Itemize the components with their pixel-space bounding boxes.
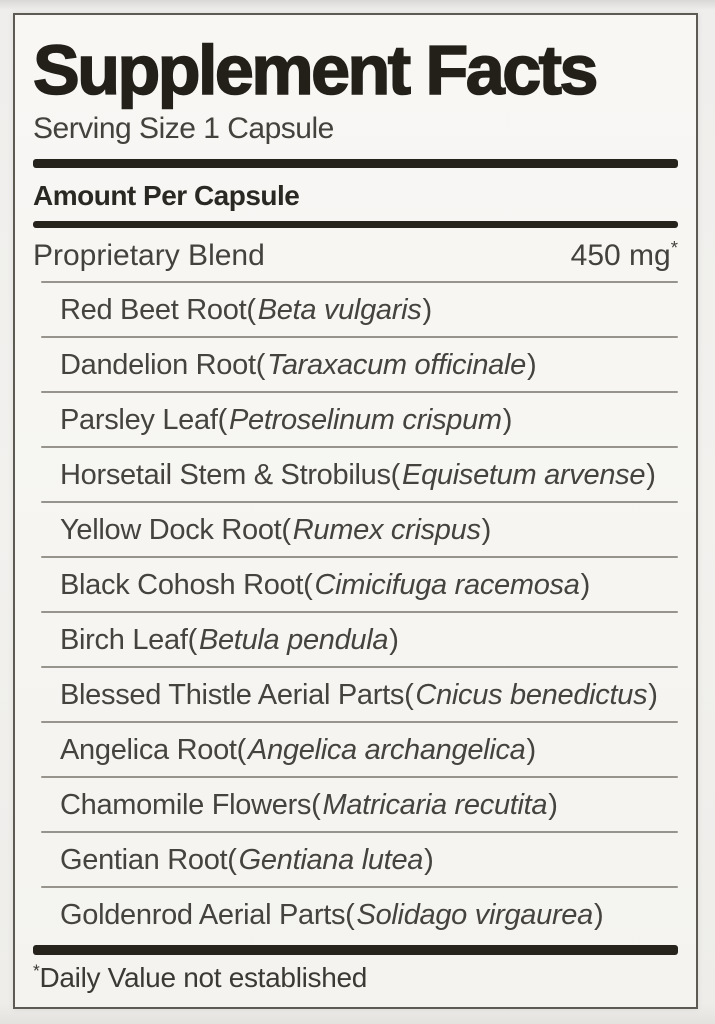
ingredient-list (33, 283, 678, 943)
footnote-text: Daily Value not established (39, 962, 368, 993)
ingredient-latin-name: Beta vulgaris (257, 294, 422, 326)
ingredient-row (33, 668, 678, 723)
ingredient-name: Gentian Root (60, 844, 228, 876)
ingredient-latin-name: Matricaria recutita (322, 789, 548, 821)
ingredient-name: Parsley Leaf (60, 404, 218, 436)
ingredient-latin-name: Angelica archangelica (248, 734, 526, 766)
close-paren: ) (580, 569, 590, 601)
ingredient-row (33, 338, 678, 393)
ingredient-latin-name: Solidago virgaurea (356, 899, 593, 931)
ingredient-latin-name: Cnicus benedictus (415, 679, 648, 711)
thick-divider-bar-middle (33, 221, 678, 228)
thick-divider-bar-bottom (33, 945, 678, 955)
ingredient-name: Birch Leaf (60, 624, 188, 656)
close-paren: ) (548, 789, 558, 821)
ingredient-name: Chamomile Flowers (60, 789, 312, 821)
ingredient-name: Black Cohosh Root (60, 569, 304, 601)
open-paren: ( (303, 569, 313, 601)
close-paren: ) (526, 734, 536, 766)
close-paren: ) (593, 899, 604, 931)
open-paren: ( (187, 624, 197, 656)
close-paren: ) (481, 514, 492, 546)
open-paren: ( (390, 459, 401, 491)
ingredient-row (33, 613, 678, 668)
close-paren: ) (389, 624, 399, 656)
ingredient-row (33, 448, 678, 503)
open-paren: ( (311, 789, 321, 821)
blend-daily-value-asterisk: * (670, 236, 678, 258)
ingredient-row (33, 833, 678, 888)
ingredient-row (33, 778, 678, 833)
ingredient-name: Dandelion Root (60, 349, 256, 381)
ingredient-latin-name: Betula pendula (198, 624, 389, 656)
open-paren: ( (227, 844, 237, 876)
ingredient-row (33, 558, 678, 613)
supplement-facts-title: Supplement Facts (33, 31, 596, 109)
proprietary-blend-row (33, 228, 678, 283)
serving-size-text: Serving Size 1 Capsule (33, 112, 334, 145)
open-paren: ( (246, 294, 256, 326)
open-paren: ( (236, 734, 247, 766)
ingredient-latin-name: Rumex crispus (292, 514, 481, 546)
close-paren: ) (422, 294, 432, 326)
ingredient-row (33, 503, 678, 558)
open-paren: ( (255, 349, 266, 381)
ingredient-row (33, 283, 678, 338)
open-paren: ( (281, 514, 291, 546)
ingredient-name: Red Beet Root (60, 294, 247, 326)
ingredient-latin-name: Petroselinum crispum (228, 404, 502, 436)
close-paren: ) (502, 404, 513, 436)
ingredient-row (33, 723, 678, 778)
thick-divider-bar-top (33, 159, 678, 168)
open-paren: ( (404, 679, 414, 711)
ingredient-row (33, 888, 678, 943)
ingredient-name: Goldenrod Aerial Parts (60, 899, 346, 931)
ingredient-row (33, 393, 678, 448)
proprietary-blend-amount (570, 236, 678, 273)
open-paren: ( (345, 899, 355, 931)
amount-per-capsule-header: Amount Per Capsule (33, 180, 300, 211)
open-paren: ( (217, 404, 227, 436)
proprietary-blend-name: Proprietary Blend (33, 238, 265, 272)
blend-amount-value: 450 mg (570, 238, 671, 272)
daily-value-footnote (33, 962, 678, 994)
ingredient-latin-name: Cimicifuga racemosa (314, 569, 580, 601)
close-paren: ) (424, 844, 434, 876)
ingredient-latin-name: Equisetum arvense (402, 459, 646, 491)
close-paren: ) (646, 459, 656, 491)
ingredient-latin-name: Taraxacum officinale (267, 349, 526, 381)
ingredient-name: Yellow Dock Root (60, 514, 282, 546)
ingredient-name: Angelica Root (60, 734, 237, 766)
ingredient-latin-name: Gentiana lutea (238, 844, 424, 876)
close-paren: ) (648, 679, 658, 711)
close-paren: ) (526, 349, 537, 381)
ingredient-name: Blessed Thistle Aerial Parts (60, 679, 405, 711)
supplement-facts-panel (13, 13, 698, 1009)
ingredient-name: Horsetail Stem & Strobilus (60, 459, 391, 491)
footnote-asterisk: * (33, 960, 40, 981)
